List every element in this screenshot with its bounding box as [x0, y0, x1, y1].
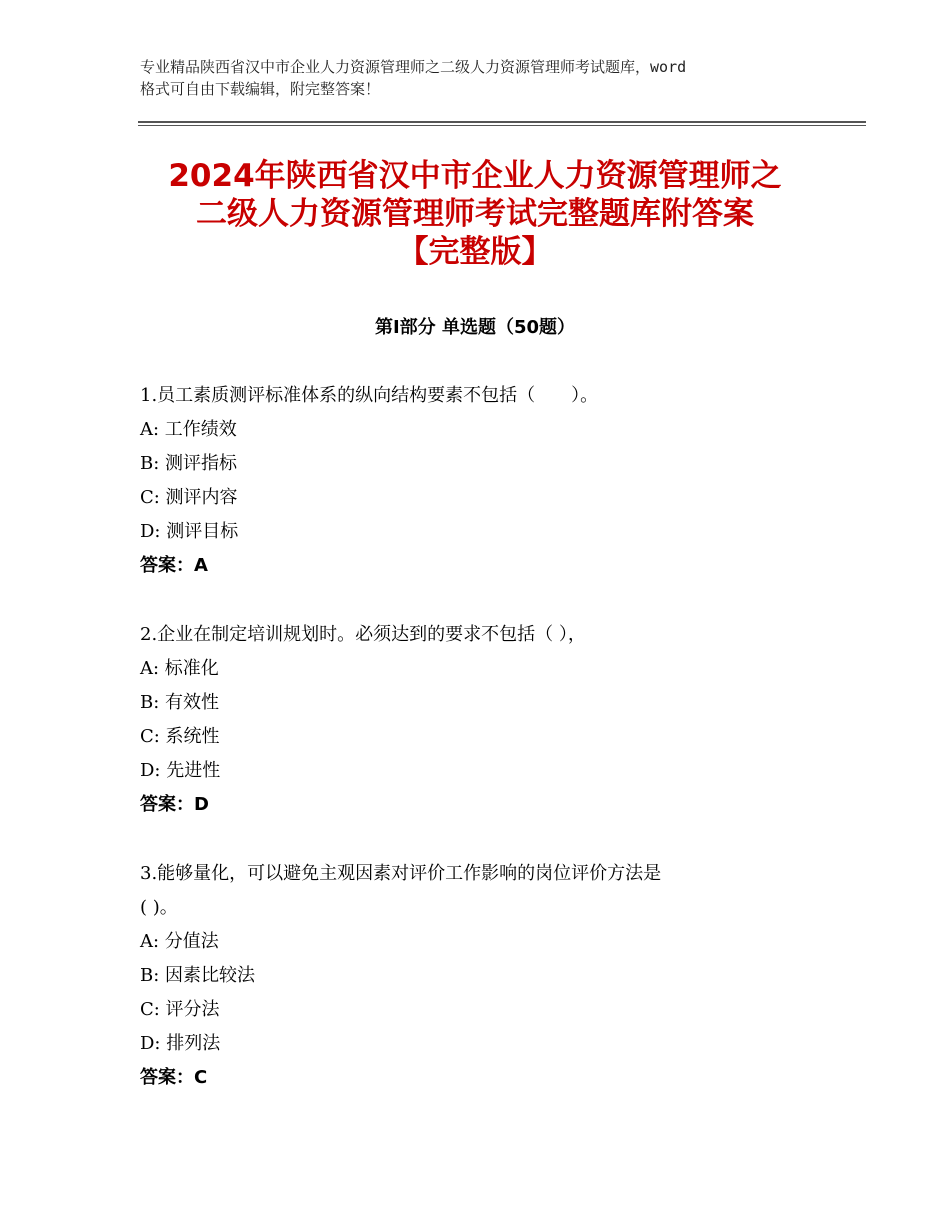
answer: 答案：A: [140, 555, 208, 576]
option-d: D: 测评目标: [140, 521, 239, 542]
option-c: C: 系统性: [140, 726, 220, 747]
question-stem: 2.企业在制定培训规划时。必须达到的要求不包括（ ），: [140, 624, 586, 645]
header-rule-top: [138, 121, 866, 123]
header-note: [140, 56, 830, 100]
answer: 答案：D: [140, 794, 209, 815]
question-3: [140, 857, 840, 1095]
option-c: C: 评分法: [140, 999, 220, 1020]
question-stem-continued: ( )。: [140, 897, 178, 918]
option-c: C: 测评内容: [140, 487, 238, 508]
question-stem: 1.员工素质测评标准体系的纵向结构要素不包括（ ）。: [140, 385, 599, 406]
option-b: B: 有效性: [140, 692, 220, 713]
section-heading: 第Ⅰ部分 单选题（50题）: [374, 317, 575, 338]
option-a: A: 工作绩效: [140, 419, 237, 440]
answer: 答案：C: [140, 1067, 208, 1088]
question-stem: 3.能够量化，可以避免主观因素对评价工作影响的岗位评价方法是: [140, 863, 662, 884]
header-note-line-1: 专业精品陕西省汉中市企业人力资源管理师之二级人力资源管理师考试题库，word: [140, 58, 687, 76]
document-title-line-1: 2024年陕西省汉中市企业人力资源管理师之: [168, 158, 782, 194]
option-a: A: 标准化: [140, 658, 219, 679]
document-title: [100, 157, 850, 271]
question-1: [140, 379, 840, 583]
header-rule-bottom: [138, 125, 866, 126]
header-note-line-2: 格式可自由下载编辑，附完整答案！: [140, 80, 381, 98]
option-a: A: 分值法: [140, 931, 219, 952]
option-b: B: 因素比较法: [140, 965, 256, 986]
option-d: D: 排列法: [140, 1033, 221, 1054]
document-title-line-3: 【完整版】: [397, 234, 553, 270]
option-b: B: 测评指标: [140, 453, 238, 474]
document-title-line-2: 二级人力资源管理师考试完整题库附答案: [196, 196, 754, 232]
question-2: [140, 618, 840, 822]
option-d: D: 先进性: [140, 760, 221, 781]
